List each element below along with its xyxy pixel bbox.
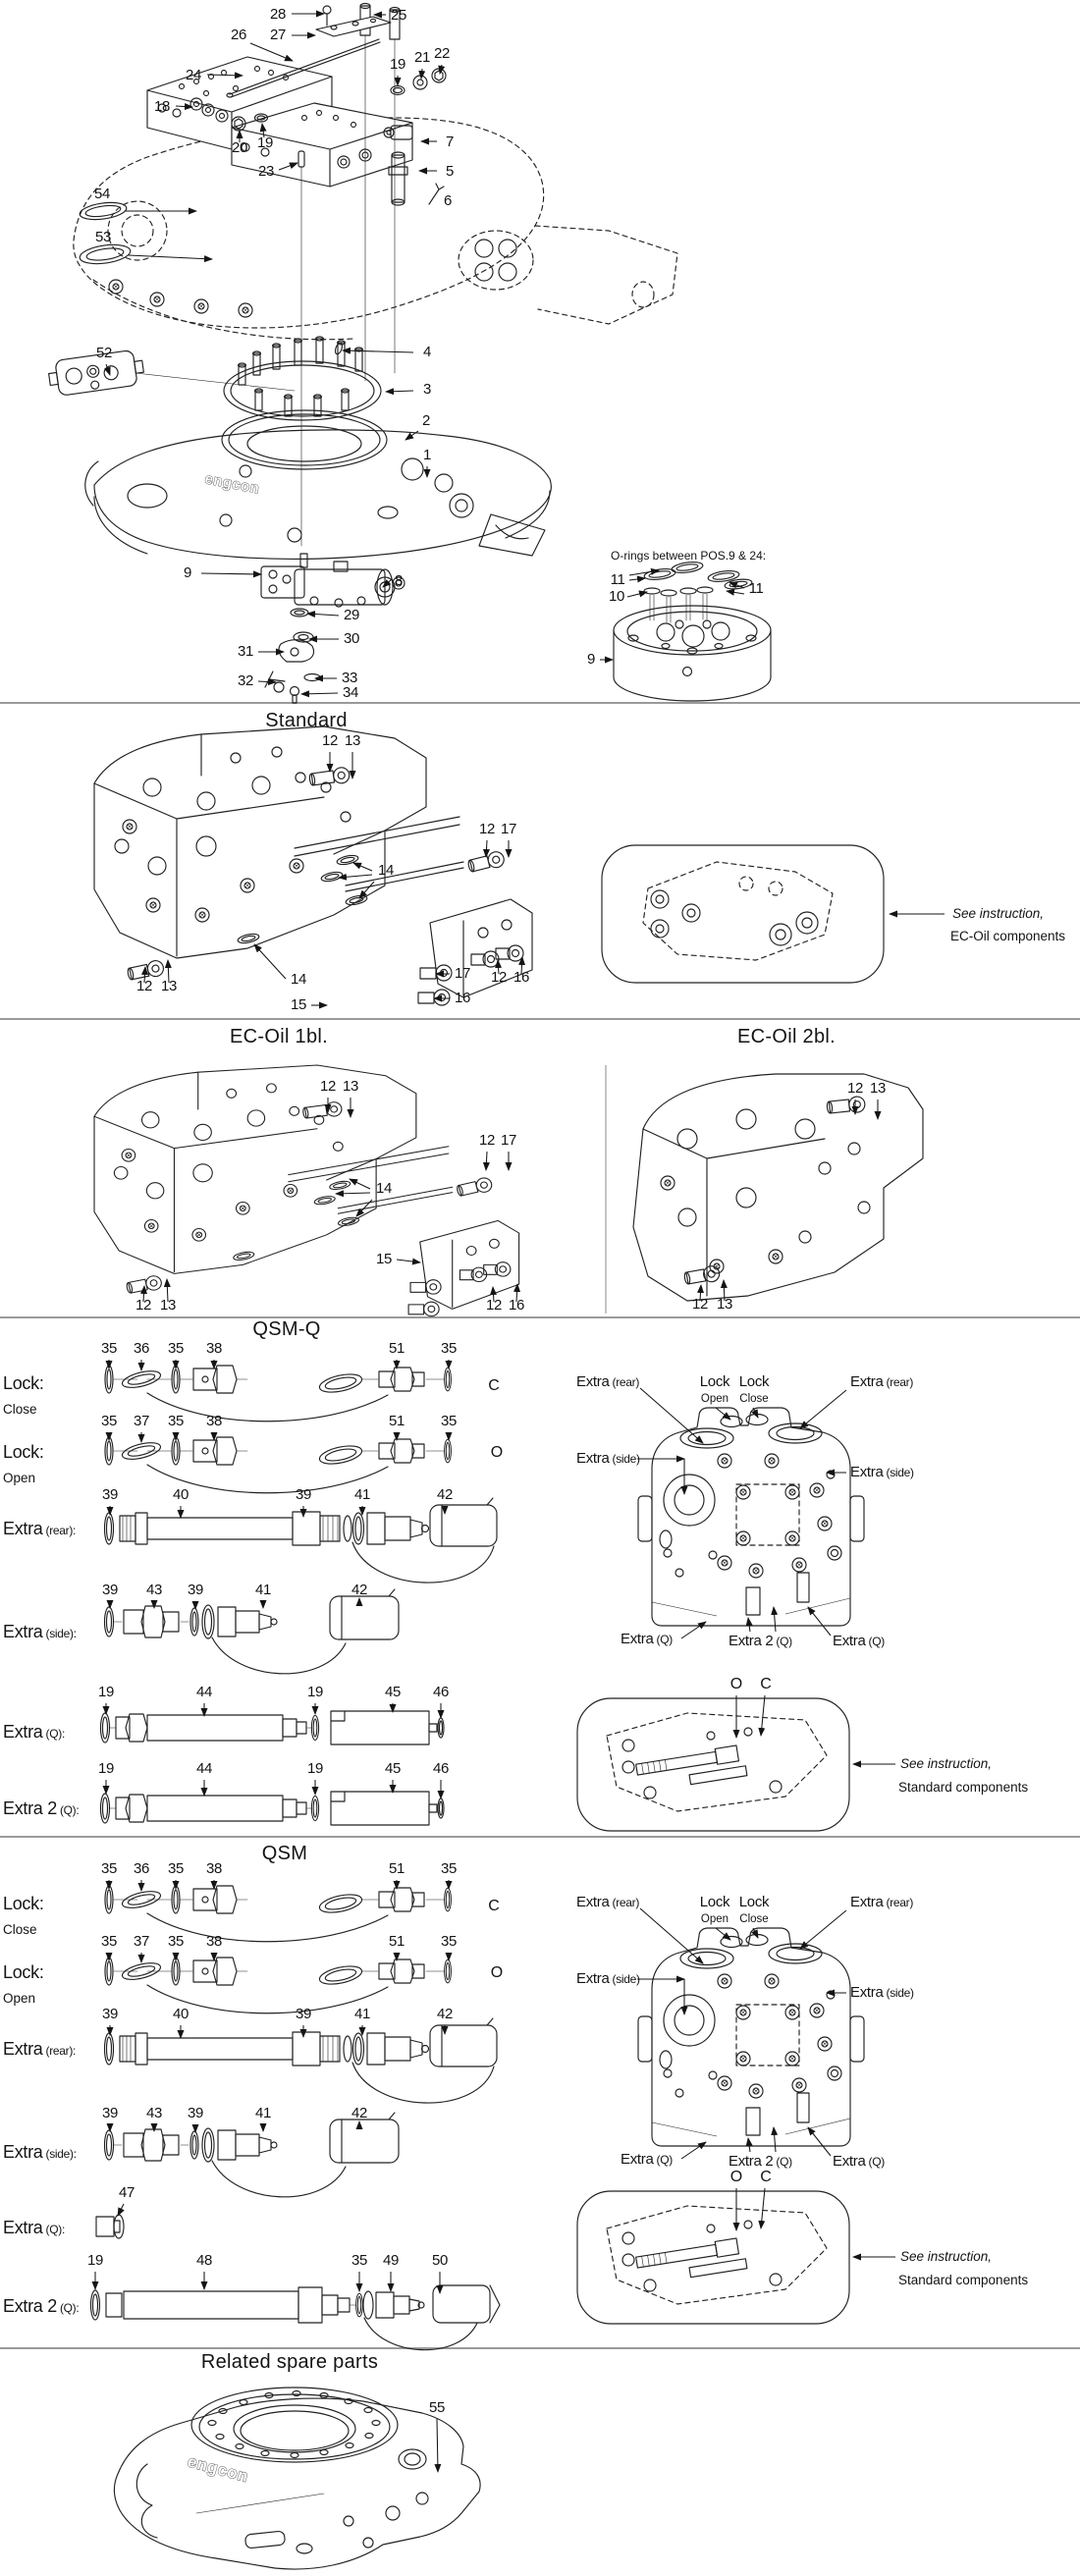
diagram-label: Open xyxy=(3,1991,36,2006)
part-callout: 35 xyxy=(101,1413,117,1429)
diagram-label: Close xyxy=(739,1913,769,1925)
port-letter: O xyxy=(490,1444,504,1461)
diagram-label: Close xyxy=(3,1922,37,1937)
part-callout: 19 xyxy=(307,1684,323,1700)
part-callout: 13 xyxy=(870,1080,886,1097)
diagram-label: Close xyxy=(3,1402,37,1417)
part-callout: 42 xyxy=(437,2006,453,2022)
part-callout: 35 xyxy=(101,1340,117,1357)
part-callout: 39 xyxy=(188,1582,203,1598)
port-letter: O xyxy=(729,1676,743,1692)
part-callout: 44 xyxy=(196,1684,212,1700)
section-title-qsmq: QSM-Q xyxy=(252,1318,321,1340)
part-callout: 36 xyxy=(134,1340,149,1357)
part-callout: 49 xyxy=(383,2252,399,2269)
part-callout: 15 xyxy=(291,996,306,1013)
leader-line xyxy=(753,1928,758,1938)
part-callout: 36 xyxy=(134,1860,149,1877)
row-labels-qsm xyxy=(3,1894,79,2316)
part-callout: 12 xyxy=(486,1297,502,1314)
port-letter: O xyxy=(729,2169,743,2185)
part-callout: 37 xyxy=(134,1933,149,1950)
part-callout: 16 xyxy=(509,1297,524,1314)
note-standard1-line2: Standard components xyxy=(898,1780,1029,1795)
diagram-label: Open xyxy=(700,1913,729,1925)
oring-note-title: O-rings between POS.9 & 24: xyxy=(611,549,767,563)
diagram-label: Close xyxy=(739,1393,769,1405)
part-callout: 51 xyxy=(389,1933,405,1950)
part-callout: 50 xyxy=(432,2252,448,2269)
part-callout: 39 xyxy=(296,1486,311,1503)
part-callout: 40 xyxy=(173,1486,189,1503)
part-callout: 34 xyxy=(343,684,358,701)
part-callout: 14 xyxy=(378,862,394,879)
part-callout: 35 xyxy=(168,1413,184,1429)
part-callout: 16 xyxy=(513,969,529,986)
part-callout: 38 xyxy=(206,1933,222,1950)
diagram-label: Extra (Q) xyxy=(621,1631,673,1647)
note-standard2-line1: See instruction, xyxy=(900,2249,993,2264)
port-letter: C xyxy=(488,1377,500,1394)
diagram-label: Extra (rear): xyxy=(3,2039,77,2059)
part-callout: 1 xyxy=(423,447,431,463)
part-callout: 41 xyxy=(354,2006,370,2022)
part-callout: 3 xyxy=(423,381,431,398)
qsm-block-drawing xyxy=(638,1928,864,2146)
part-callout: 35 xyxy=(168,1933,184,1950)
leader-line xyxy=(386,391,413,392)
part-callout: 12 xyxy=(320,1078,336,1095)
part-callout: 13 xyxy=(345,732,360,749)
leader-line xyxy=(774,2127,776,2152)
section-title-ecoil1: EC-Oil 1bl. xyxy=(230,1026,328,1047)
diagram-label: Lock xyxy=(738,1373,770,1390)
part-callout: 23 xyxy=(258,163,274,180)
section-title-ecoil2: EC-Oil 2bl. xyxy=(737,1026,836,1047)
diagram-label: Lock: xyxy=(3,1373,44,1393)
part-callout: 17 xyxy=(501,1132,516,1149)
part-callout: 28 xyxy=(270,6,286,23)
part-callout: 51 xyxy=(389,1340,405,1357)
related-drawing xyxy=(114,2388,480,2569)
section-dividers xyxy=(0,703,1080,2348)
leader-line xyxy=(808,2127,831,2156)
part-callout: 44 xyxy=(196,1760,212,1777)
diagram-label: Extra (side) xyxy=(850,1984,914,2001)
part-callout: 12 xyxy=(322,732,338,749)
diagram-label: Extra 2 (Q): xyxy=(3,1798,80,1818)
standard-drawing xyxy=(94,726,532,1005)
part-callout: 24 xyxy=(186,67,201,83)
leader-line xyxy=(353,863,372,871)
part-callout: 35 xyxy=(441,1340,457,1357)
leader-line xyxy=(748,2138,750,2152)
part-callout: 41 xyxy=(255,1582,271,1598)
diagram-label: Lock xyxy=(738,1894,770,1910)
part-callout: 12 xyxy=(135,1297,151,1314)
part-callout: 37 xyxy=(134,1413,149,1429)
diagram-label: Extra (side): xyxy=(3,2142,77,2162)
callouts-qsm xyxy=(87,1860,503,2293)
leader-line xyxy=(343,350,413,352)
part-callout: 40 xyxy=(173,2006,189,2022)
leader-line xyxy=(307,614,339,616)
note-ecoil-line1: See instruction, xyxy=(952,906,1045,921)
diagram-label: Extra (side) xyxy=(850,1464,914,1480)
part-callout: 16 xyxy=(455,990,470,1006)
part-callout: 14 xyxy=(291,971,306,988)
diagram-label: Lock xyxy=(699,1373,730,1390)
part-callout: 12 xyxy=(479,821,495,837)
part-callout: 47 xyxy=(119,2184,135,2201)
part-callout: 25 xyxy=(391,7,406,24)
part-callout: 29 xyxy=(344,607,359,623)
leader-line xyxy=(350,1179,370,1189)
leader-line xyxy=(339,875,372,878)
leader-line xyxy=(681,2142,706,2159)
part-callout: 39 xyxy=(102,1582,118,1598)
leader-line xyxy=(201,573,261,574)
part-callout: 41 xyxy=(255,2105,271,2121)
diagram-label: Extra (Q) xyxy=(621,2151,673,2168)
part-callout: 19 xyxy=(257,134,273,151)
port-letter: C xyxy=(760,2169,772,2185)
part-callout: 35 xyxy=(101,1933,117,1950)
part-callout: 19 xyxy=(98,1760,114,1777)
part-callout: 35 xyxy=(101,1860,117,1877)
part-callout: 38 xyxy=(206,1413,222,1429)
leader-line xyxy=(258,681,276,682)
part-callout: 39 xyxy=(102,2105,118,2121)
part-callout: 32 xyxy=(238,672,253,689)
part-callout: 52 xyxy=(96,345,112,361)
top-assembly-drawing xyxy=(47,4,677,704)
part-callout: 35 xyxy=(441,1933,457,1950)
part-callout: 19 xyxy=(307,1760,323,1777)
part-callout: 9 xyxy=(587,651,595,668)
part-callout: 46 xyxy=(433,1684,449,1700)
diagram-label: Lock: xyxy=(3,1442,44,1462)
qsmq-block-drawing xyxy=(638,1408,864,1626)
diagram-label: Extra (rear) xyxy=(576,1894,640,1910)
leader-line xyxy=(383,579,392,587)
part-callout: 6 xyxy=(444,192,452,209)
part-callout: 7 xyxy=(446,134,454,150)
part-callout: 12 xyxy=(491,969,507,986)
part-callout: 14 xyxy=(376,1180,392,1197)
part-callout: 42 xyxy=(351,1582,367,1598)
part-callout: 51 xyxy=(389,1860,405,1877)
leader-line xyxy=(753,1408,758,1418)
diagram-label: Extra 2 (Q) xyxy=(729,2153,792,2170)
part-callout: 39 xyxy=(188,2105,203,2121)
port-letter: C xyxy=(488,1898,500,1914)
part-callout: 39 xyxy=(296,2006,311,2022)
part-callout: 2 xyxy=(422,412,430,429)
diagram-label: Extra 2 (Q): xyxy=(3,2296,80,2316)
part-callout: 45 xyxy=(385,1760,401,1777)
part-callout: 35 xyxy=(351,2252,367,2269)
part-callout: 19 xyxy=(98,1684,114,1700)
part-callout: 12 xyxy=(692,1296,708,1313)
part-callout: 13 xyxy=(160,1297,176,1314)
part-callout: 54 xyxy=(94,186,110,202)
leader-line xyxy=(486,1152,487,1170)
ecoil-note-box xyxy=(602,845,945,983)
part-callout: 20 xyxy=(232,139,247,156)
part-callout: 45 xyxy=(385,1684,401,1700)
leader-line xyxy=(627,592,647,597)
diagram-label: Extra (Q) xyxy=(833,1633,885,1649)
diagram-label: Extra (side): xyxy=(3,1622,77,1641)
part-callout: 39 xyxy=(102,1486,118,1503)
leader-line xyxy=(727,591,744,594)
diagram-label: Extra (Q): xyxy=(3,2218,65,2237)
section-title-related: Related spare parts xyxy=(200,2351,379,2373)
port-labels-qsm xyxy=(576,1894,914,2170)
part-callout: 42 xyxy=(437,1486,453,1503)
part-callout: 12 xyxy=(479,1132,495,1149)
part-callout: 39 xyxy=(102,2006,118,2022)
section-title-qsm: QSM xyxy=(261,1843,308,1864)
part-callout: 17 xyxy=(501,821,516,837)
leader-line xyxy=(421,69,422,79)
diagram-label: Extra (Q): xyxy=(3,1722,65,1742)
part-callout: 17 xyxy=(455,965,470,982)
part-callout: 12 xyxy=(136,978,152,994)
section-title-standard: Standard xyxy=(265,710,348,731)
part-callout: 35 xyxy=(441,1413,457,1429)
leader-line xyxy=(808,1607,831,1636)
diagram-label: Extra (rear) xyxy=(850,1894,914,1910)
diagram-label: Extra (side) xyxy=(576,1450,640,1467)
part-callout: 13 xyxy=(343,1078,358,1095)
note-ecoil-line2: EC-Oil components xyxy=(950,929,1066,943)
part-callout: 38 xyxy=(206,1340,222,1357)
part-callout: 38 xyxy=(206,1860,222,1877)
ecoil2-drawing xyxy=(633,1074,923,1301)
diagram-label: Extra (side) xyxy=(576,1970,640,1987)
part-callout: 12 xyxy=(847,1080,863,1097)
part-callout: 11 xyxy=(748,580,764,597)
leader-line xyxy=(397,1260,420,1262)
part-callout: 43 xyxy=(146,1582,162,1598)
engcon-logo-bottom: engcon xyxy=(185,2451,251,2487)
leader-line xyxy=(748,1618,750,1632)
row-labels-qsmq xyxy=(3,1373,79,1818)
note-standard1-line1: See instruction, xyxy=(900,1756,993,1771)
diagram-label: Open xyxy=(700,1393,729,1405)
leader-line xyxy=(254,944,286,979)
ecoil1-drawing xyxy=(94,1065,519,1316)
port-labels-qsmq xyxy=(576,1373,914,1649)
diagram-label: Extra (Q) xyxy=(833,2153,885,2170)
part-callout: 35 xyxy=(441,1860,457,1877)
engcon-logo-top: engcon xyxy=(203,470,261,498)
leader-line xyxy=(681,1622,706,1638)
diagram-label: Extra 2 (Q) xyxy=(729,1633,792,1649)
leader-line xyxy=(629,578,645,580)
callouts-related xyxy=(429,2399,445,2472)
part-callout: 26 xyxy=(231,27,246,43)
part-callout: 11 xyxy=(610,571,625,588)
part-callout: 53 xyxy=(95,229,111,245)
part-callout: 10 xyxy=(609,588,624,605)
part-callout: 21 xyxy=(414,49,430,66)
diagram-label: Extra (rear) xyxy=(850,1373,914,1390)
leader-line xyxy=(129,255,212,259)
leader-line xyxy=(118,2204,124,2216)
part-callout: 35 xyxy=(168,1860,184,1877)
part-callout: 19 xyxy=(87,2252,103,2269)
diagram-label: Open xyxy=(3,1471,36,1485)
port-letter: C xyxy=(760,1676,772,1692)
part-callout: 46 xyxy=(433,1760,449,1777)
part-callout: 30 xyxy=(344,630,359,647)
port-letter: O xyxy=(490,1964,504,1981)
part-callout: 27 xyxy=(270,27,286,43)
part-callout: 41 xyxy=(354,1486,370,1503)
diagram-label: Extra (rear) xyxy=(576,1373,640,1390)
part-callout: 9 xyxy=(184,564,191,581)
part-callout: 5 xyxy=(446,163,454,180)
diagram-label: Lock: xyxy=(3,1962,44,1982)
leader-line xyxy=(761,2188,765,2228)
diagram-label: Extra (rear): xyxy=(3,1519,77,1538)
leader-line xyxy=(761,1695,765,1736)
part-callout: 43 xyxy=(146,2105,162,2121)
note-standard2-line2: Standard components xyxy=(898,2273,1029,2287)
callouts-ecoil1 xyxy=(135,1078,524,1314)
diagram-label: Lock: xyxy=(3,1894,44,1913)
part-callout: 8 xyxy=(395,572,403,589)
part-callout: 35 xyxy=(168,1340,184,1357)
leader-line xyxy=(250,43,293,61)
leader-line xyxy=(800,1910,846,1949)
leader-line xyxy=(437,2419,438,2472)
leader-line xyxy=(336,1193,370,1194)
part-47-drawing xyxy=(96,2215,124,2238)
part-callout: 51 xyxy=(389,1413,405,1429)
part-callout: 22 xyxy=(434,45,450,62)
part-callout: 18 xyxy=(154,98,170,115)
part-callout: 13 xyxy=(717,1296,732,1313)
leader-line xyxy=(486,840,487,857)
callouts-ecoil2 xyxy=(692,1080,886,1313)
part-callout: 31 xyxy=(238,643,253,660)
part-callout: 19 xyxy=(390,56,405,73)
part-callout: 33 xyxy=(342,670,357,686)
part-callout: 15 xyxy=(376,1251,392,1267)
part-callout: 42 xyxy=(351,2105,367,2121)
part-callout: 13 xyxy=(161,978,177,994)
oring-inset-drawing xyxy=(614,561,771,701)
leader-line xyxy=(774,1607,776,1632)
diagram-label: Lock xyxy=(699,1894,730,1910)
part-callout: 4 xyxy=(423,344,431,360)
part-callout: 55 xyxy=(429,2399,445,2416)
leader-line xyxy=(301,693,338,694)
part-callout: 48 xyxy=(196,2252,212,2269)
leader-line xyxy=(800,1390,846,1428)
